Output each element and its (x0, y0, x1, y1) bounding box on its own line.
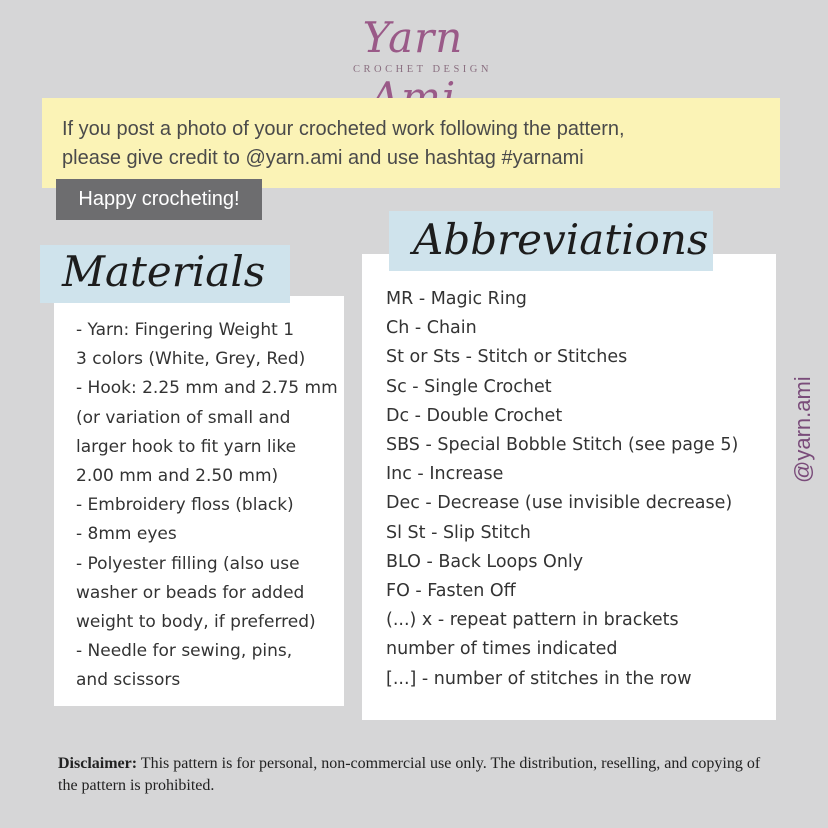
abbreviation-item: [...] - number of stitches in the row (386, 668, 692, 689)
abbreviation-item: Sl St - Slip Stitch (386, 522, 531, 543)
happy-crocheting-badge: Happy crocheting! (56, 179, 262, 220)
disclaimer (58, 753, 778, 797)
abbreviation-item: (...) x - repeat pattern in brackets (386, 610, 679, 631)
abbreviation-item: St or Sts - Stitch or Stitches (386, 347, 628, 368)
abbreviation-item: SBS - Special Bobble Stitch (see page 5) (386, 435, 739, 456)
disclaimer-text: This pattern is for personal, non-commercial use only. The distribution, reselling, and copying of the pattern is prohibited. (58, 755, 761, 794)
materials-item: (or variation of small and (76, 407, 291, 428)
abbreviation-item: Dc - Double Crochet (386, 405, 563, 426)
materials-item: larger hook to fit yarn like (76, 436, 297, 457)
materials-heading-box (40, 245, 290, 303)
materials-item: washer or beads for added (76, 582, 305, 603)
instagram-handle: @yarn.ami (790, 376, 815, 484)
materials-item: - Needle for sewing, pins, (76, 641, 293, 662)
materials-item: - Polyester filling (also use (76, 553, 300, 574)
abbreviation-item: BLO - Back Loops Only (386, 551, 584, 572)
materials-item: weight to body, if preferred) (76, 612, 316, 633)
brand-logo-subtitle: CROCHET DESIGN (353, 64, 492, 75)
materials-item: 3 colors (White, Grey, Red) (76, 349, 306, 370)
abbreviations-list (386, 285, 738, 694)
abbreviations-heading-box (389, 211, 713, 271)
abbreviation-item: MR - Magic Ring (386, 289, 527, 309)
materials-item: - Embroidery floss (black) (76, 495, 294, 516)
materials-heading: Materials (62, 247, 266, 296)
abbreviation-item: Dec - Decrease (use invisible decrease) (386, 493, 733, 514)
materials-list (76, 316, 338, 696)
abbreviations-card (362, 254, 776, 720)
materials-item: - Yarn: Fingering Weight 1 (76, 320, 295, 340)
abbreviation-item: Ch - Chain (386, 318, 477, 339)
credit-notice-line-2: please give credit to @yarn.ami and use hashtag #yarnami (62, 147, 584, 169)
abbreviations-heading: Abbreviations (413, 215, 709, 264)
materials-item: - Hook: 2.25 mm and 2.75 mm (76, 378, 338, 399)
abbreviation-item: Inc - Increase (386, 464, 504, 485)
credit-notice-line-1: If you post a photo of your crocheted work following the pattern, (62, 118, 625, 140)
abbreviation-item: number of times indicated (386, 639, 618, 660)
credit-notice-text (62, 115, 772, 173)
disclaimer-label: Disclaimer: (58, 755, 138, 772)
materials-item: - 8mm eyes (76, 524, 177, 545)
materials-item: 2.00 mm and 2.50 mm) (76, 466, 279, 487)
materials-item: and scissors (76, 670, 181, 691)
materials-card (54, 296, 344, 706)
brand-logo-script: Yarn (362, 13, 464, 62)
abbreviation-item: FO - Fasten Off (386, 581, 516, 602)
credit-notice-banner (42, 98, 780, 188)
abbreviation-item: Sc - Single Crochet (386, 376, 552, 397)
